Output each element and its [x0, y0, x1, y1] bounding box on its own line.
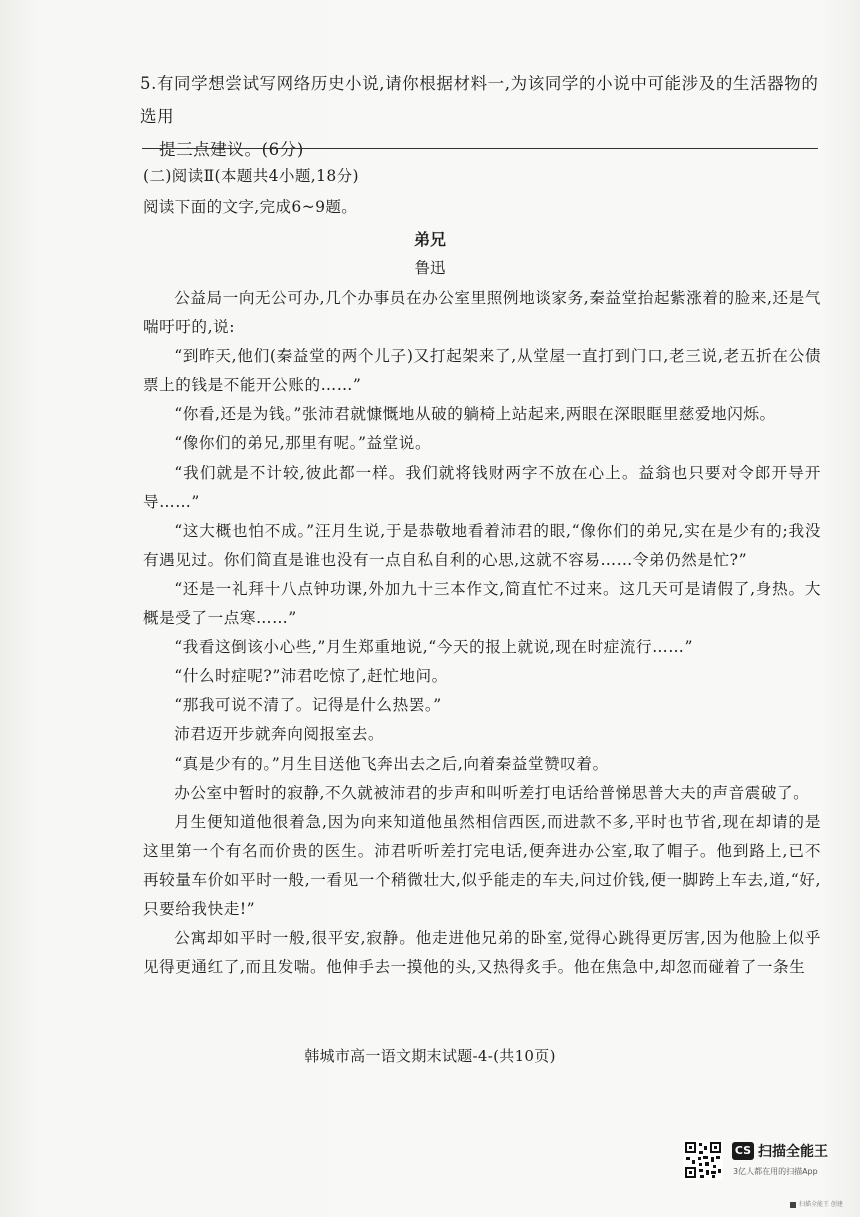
page-footer: 韩城市高一语文期末试题-4-(共10页) — [304, 1047, 556, 1065]
camscanner-logo-icon: CS — [732, 1142, 754, 1160]
corner-watermark — [790, 1199, 843, 1208]
paragraph: “我看这倒该小心些,”月生郑重地说,“今天的报上就说,现在时症流行……” — [174, 638, 693, 657]
paragraph: “那我可说不清了。记得是什么热罢。” — [174, 696, 442, 715]
paragraph: “你看,还是为钱。”张沛君就慷慨地从破的躺椅上站起来,两眼在深眼眶里慈爱地闪烁。 — [174, 405, 776, 424]
paragraph: 公益局一向无公可办,几个办事员在办公室里照例地谈家务,秦益堂抬起紫涨着的脸来,还是气喘吁吁的,说: — [143, 289, 821, 337]
paragraph: “到昨天,他们(秦益堂的两个儿子)又打起架来了,从堂屋一直打到门口,老三说,老五折在公债票上的钱是不能开公账的……” — [143, 347, 821, 395]
paragraph: 办公室中暂时的寂静,不久就被沛君的步声和叫听差打电话给普悌思普大夫的声音震破了。 — [174, 783, 810, 802]
section-heading: (二)阅读Ⅱ(本题共4小题,18分) — [143, 167, 359, 185]
qr-code-icon — [683, 1140, 723, 1180]
question-5-line-2: 提三点建议。(6分) — [159, 140, 304, 159]
mini-qr-icon — [790, 1202, 796, 1208]
scanner-tagline: 3亿人都在用的扫描App — [733, 1167, 818, 1176]
article-body — [143, 284, 821, 982]
paragraph: 月生便知道他很着急,因为向来知道他虽然相信西医,而进款不多,平时也节省,现在却请的是这里第一个有名而价贵的医生。沛君听听差打完电话,便奔进办公室,取了帽子。他到路上,已不再较量车价如平时一般,一看见一个稍微壮大,似乎能走的车夫,问过价钱,便一脚跨上车去,道,“好,只要给我快走!” — [143, 812, 821, 918]
question-5 — [140, 67, 830, 166]
scanner-app-name: 扫描全能王 — [758, 1144, 828, 1160]
paragraph: “像你们的弟兄,那里有呢。”益堂说。 — [174, 434, 432, 453]
paragraph: 公寓却如平时一般,很平安,寂静。他走进他兄弟的卧室,觉得心跳得更厉害,因为他脸上似乎见得更通红了,而且发喘。他伸手去一摸他的头,又热得炙手。他在焦急中,却忽而碰着了一条生 — [143, 929, 821, 977]
scanner-badge — [683, 1140, 843, 1184]
answer-line — [142, 148, 818, 149]
paragraph: “还是一礼拜十八点钟功课,外加九十三本作文,简直忙不过来。这几天可是请假了,身热。大概是受了一点寒……” — [143, 579, 821, 628]
corner-watermark-text: 扫描全能王 创建 — [799, 1201, 843, 1208]
question-5-line-1: 5.有同学想尝试写网络历史小说,请你根据材料一,为该同学的小说中可能涉及的生活器物的选用 — [140, 74, 819, 126]
paragraph: 沛君迈开步就奔向阅报室去。 — [174, 725, 385, 744]
paragraph: “这大概也怕不成。”汪月生说,于是恭敬地看着沛君的眼,“像你们的弟兄,实在是少有的;我没有遇见过。你们简直是谁也没有一点自私自利的心思,这就不容易……令弟仍然是忙?” — [143, 521, 821, 569]
article-title: 弟兄 — [413, 230, 446, 249]
paragraph: “真是少有的。”月生目送他飞奔出去之后,向着秦益堂赞叹着。 — [174, 754, 609, 773]
article-author: 鲁迅 — [414, 259, 446, 277]
paragraph: “什么时症呢?”沛君吃惊了,赶忙地问。 — [174, 667, 448, 686]
paragraph: “我们就是不计较,彼此都一样。我们就将钱财两字不放在心上。益翁也只要对令郎开导开导……” — [143, 463, 821, 511]
section-instruction: 阅读下面的文字,完成6~9题。 — [143, 198, 358, 216]
